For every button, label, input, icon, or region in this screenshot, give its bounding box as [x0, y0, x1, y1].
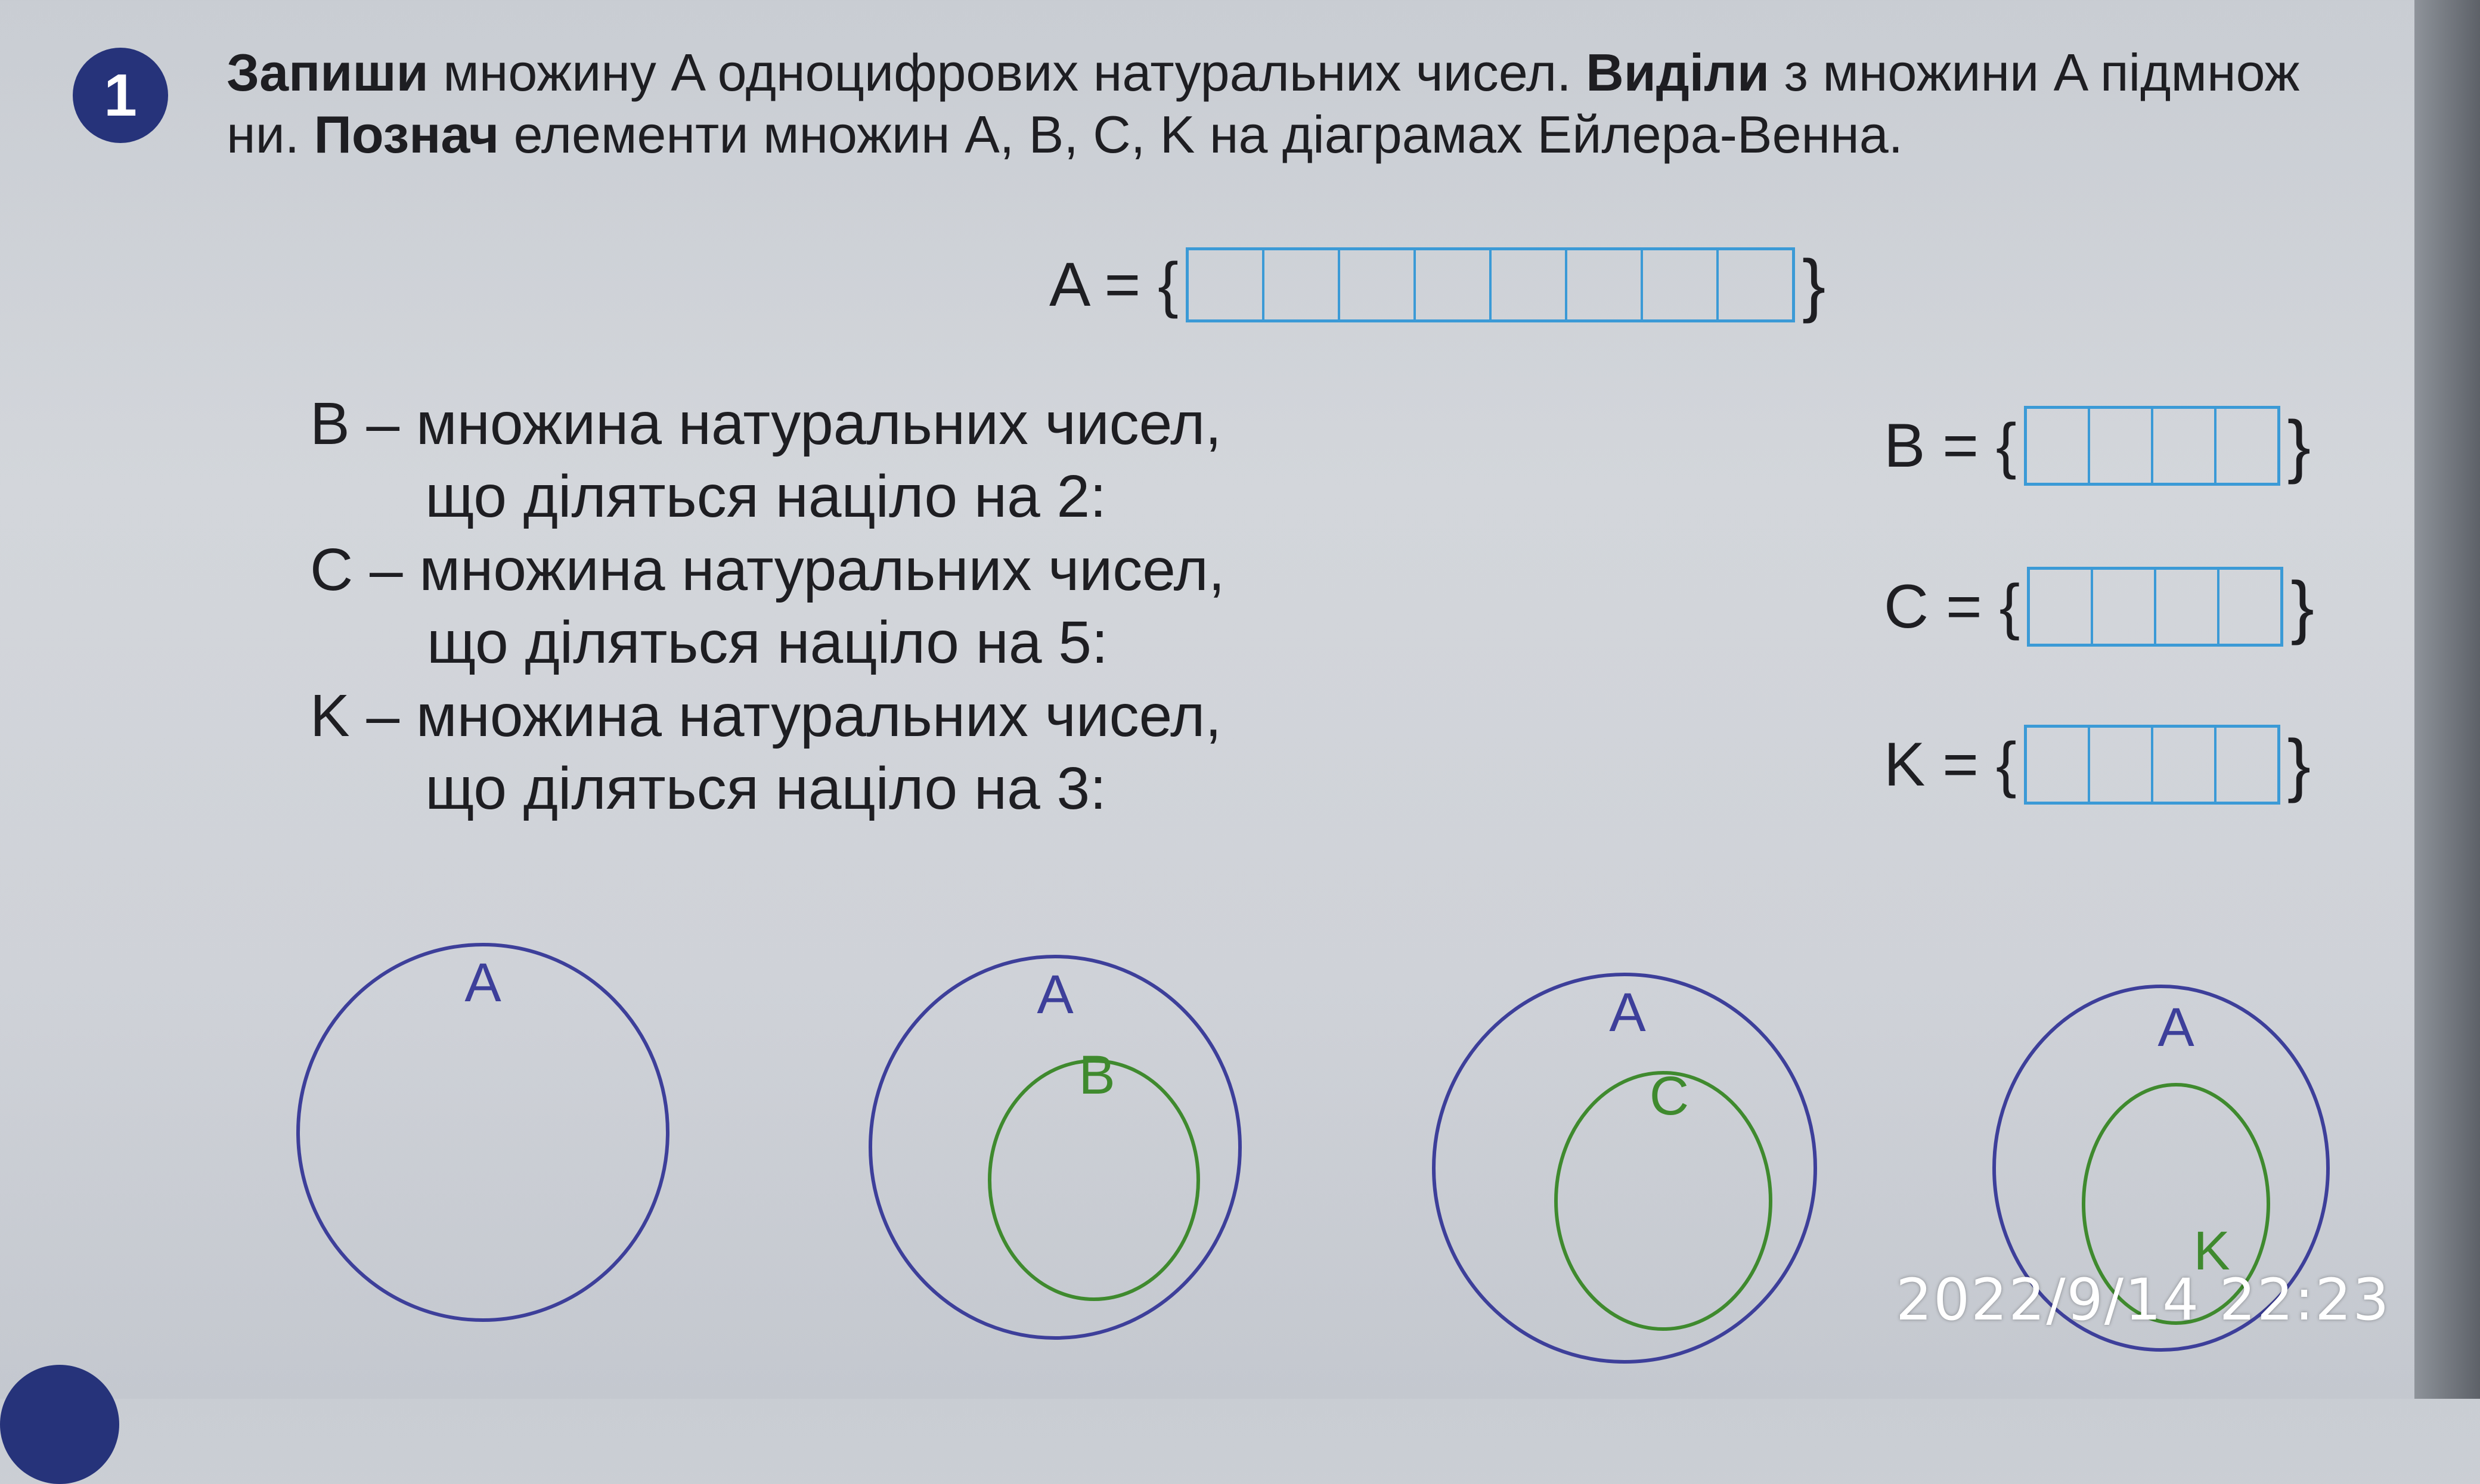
- set-k-cell[interactable]: [2027, 728, 2090, 802]
- circle-a-label: A: [464, 952, 501, 1013]
- set-b-close-brace: }: [2287, 406, 2311, 485]
- set-b-cell[interactable]: [2216, 409, 2277, 483]
- instruction-bold-write: Запиши: [227, 43, 429, 102]
- task-number: 1: [104, 61, 137, 129]
- task-number-badge: [73, 48, 168, 143]
- definition-b: [310, 387, 1222, 533]
- circle-b-label: B: [1078, 1045, 1115, 1106]
- venn-diagram-a: [286, 936, 680, 1332]
- set-c-close-brace: }: [2290, 567, 2314, 646]
- set-b-row: [1884, 405, 2311, 486]
- circle-a-label: A: [2157, 997, 2194, 1058]
- set-a-cell[interactable]: [1567, 250, 1643, 319]
- instruction-bold-select: Виділи: [1586, 43, 1770, 102]
- definition-c-line2: що діляться націло на 5:: [426, 609, 1108, 676]
- set-a-label: A = {: [1049, 250, 1179, 319]
- definition-k-line1: K – множина натуральних чисел,: [310, 682, 1222, 749]
- set-c-cell[interactable]: [2156, 570, 2219, 644]
- definition-b-line2: що діляться націло на 2:: [425, 463, 1106, 530]
- set-b-cell[interactable]: [2153, 409, 2216, 483]
- set-a-cell[interactable]: [1492, 250, 1567, 319]
- set-b-cells[interactable]: [2024, 406, 2280, 486]
- set-c-cells[interactable]: [2027, 567, 2283, 647]
- set-k-cell[interactable]: [2153, 728, 2216, 802]
- set-b-cell[interactable]: [2090, 409, 2153, 483]
- definition-c-line1: C – множина натуральних чисел,: [310, 536, 1225, 603]
- definition-b-line1: B – множина натуральних чисел,: [310, 390, 1222, 457]
- set-c-row: [1884, 566, 2314, 647]
- venn-diagram-a-c: [1425, 968, 1824, 1371]
- instruction-text-1: множину A одноцифрових натуральних чисел.: [428, 43, 1586, 102]
- photo-timestamp: 2022/9/14 22:23: [1896, 1266, 2391, 1333]
- set-a-cell[interactable]: [1340, 250, 1416, 319]
- instruction-text-2: з множини A підмнож: [1769, 43, 2300, 102]
- page-edge: [2414, 0, 2480, 1399]
- set-a-row: [1049, 244, 1825, 325]
- set-k-close-brace: }: [2287, 725, 2311, 804]
- set-k-cell[interactable]: [2216, 728, 2277, 802]
- definition-k-line2: що діляться націло на 3:: [425, 755, 1106, 822]
- set-a-cell[interactable]: [1264, 250, 1340, 319]
- set-c-label: C = {: [1884, 572, 2020, 641]
- set-b-label: B = {: [1884, 411, 2017, 480]
- task-instruction: [227, 42, 2432, 166]
- set-k-cells[interactable]: [2024, 725, 2280, 805]
- set-a-cell[interactable]: [1416, 250, 1492, 319]
- venn-diagram-a-b: [858, 951, 1252, 1347]
- circle-a-label: A: [1037, 964, 1074, 1025]
- set-a-close-brace: }: [1802, 246, 1826, 324]
- set-a-cells[interactable]: [1186, 247, 1795, 322]
- set-c-cell[interactable]: [2030, 570, 2093, 644]
- set-c-cell[interactable]: [2093, 570, 2156, 644]
- definition-c: [310, 533, 1225, 679]
- instruction-text-3: ни.: [227, 104, 314, 164]
- circle-k-label: K: [2193, 1221, 2230, 1281]
- instruction-text-4: елементи множин A, B, C, K на діаграмах Ейлера-Венна.: [499, 104, 1904, 164]
- set-a-cell[interactable]: [1719, 250, 1792, 319]
- circle-a-label: A: [1609, 982, 1646, 1043]
- set-c-cell[interactable]: [2219, 570, 2280, 644]
- set-k-cell[interactable]: [2090, 728, 2153, 802]
- set-k-row: [1884, 724, 2311, 805]
- next-task-badge: [0, 1365, 119, 1484]
- definition-k: [310, 679, 1222, 825]
- set-a-cell[interactable]: [1643, 250, 1719, 319]
- circle-c-label: C: [1649, 1066, 1690, 1126]
- set-k-label: K = {: [1884, 729, 2017, 799]
- set-b-cell[interactable]: [2027, 409, 2090, 483]
- set-a-cell[interactable]: [1189, 250, 1264, 319]
- instruction-bold-mark: Познач: [314, 104, 500, 164]
